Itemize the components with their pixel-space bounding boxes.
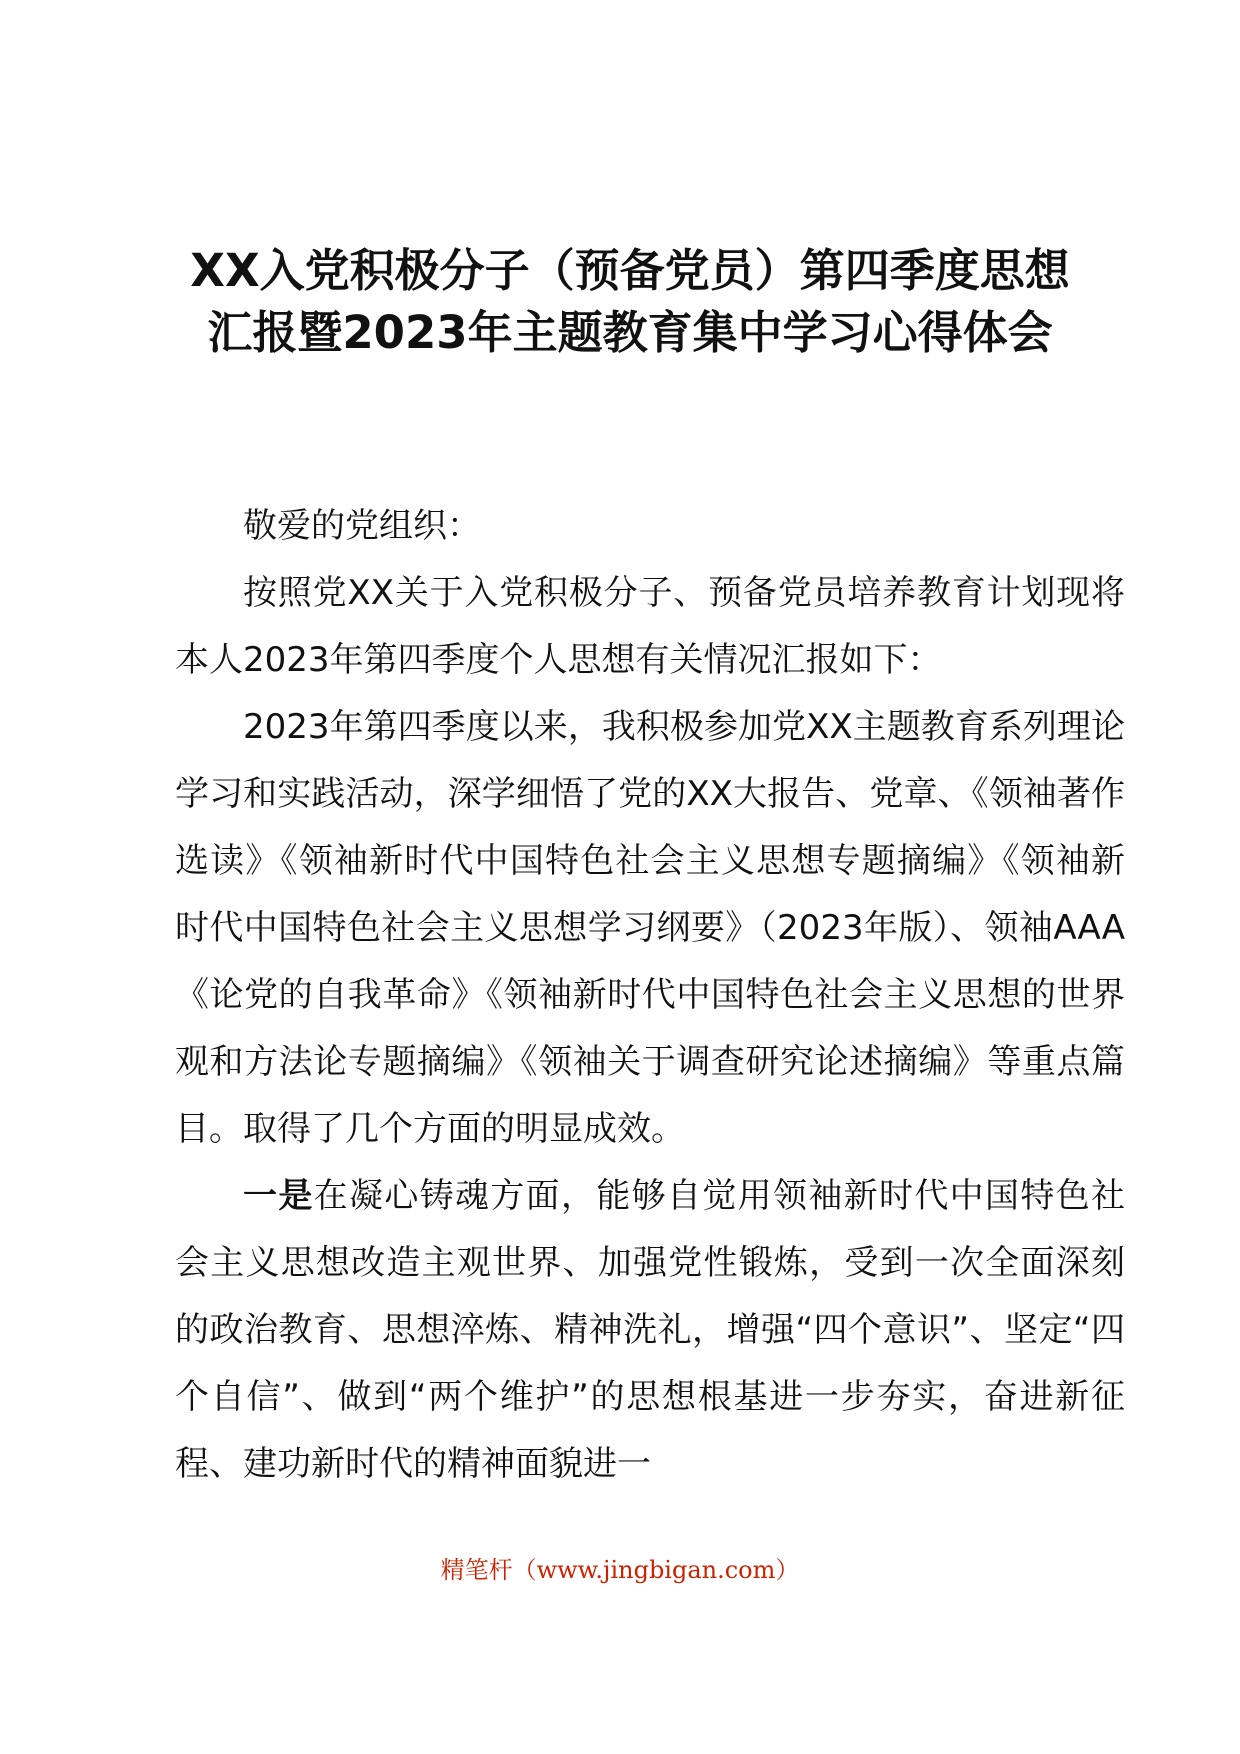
document-body xyxy=(175,493,1125,1498)
greeting: 敬爱的党组织： xyxy=(243,506,481,546)
paragraph-intro: 按照党XX关于入党积极分子、预备党员培养教育计划现将本人2023年第四季度个人思想有关情况汇报如下： xyxy=(175,573,1125,680)
point-one-text: 在凝心铸魂方面，能够自觉用领袖新时代中国特色社会主义思想改造主观世界、加强党性锻炼，受到一次全面深刻的政治教育、思想淬炼、精神洗礼，增强“四个意识”、坚定“四个自信”、做到“两个维护”的思想根基进一步夯实，奋进新征程、建功新时代的精神面貌进一 xyxy=(175,1176,1126,1484)
paragraph-point-one xyxy=(175,1163,1125,1498)
paragraph-study: 2023年第四季度以来，我积极参加党XX主题教育系列理论学习和实践活动，深学细悟了党的XX大报告、党章、《领袖著作选读》《领袖新时代中国特色社会主义思想专题摘编》《领袖新时代中国特色社会主义思想学习纲要》（2023年版）、领袖AAA《论党的自我革命》《领袖新时代中国特色社会主义思想的世界观和方法论专题摘编》《领袖关于调查研究论述摘编》等重点篇目。取得了几个方面的明显成效。 xyxy=(175,707,1125,1149)
point-one-lead: 一是 xyxy=(243,1176,314,1216)
document-title: XX入党积极分子（预备党员）第四季度思想汇报暨2023年主题教育集中学习心得体会 xyxy=(190,244,1070,359)
footer-watermark: 精笔杆（www.jingbigan.com） xyxy=(440,1556,800,1584)
